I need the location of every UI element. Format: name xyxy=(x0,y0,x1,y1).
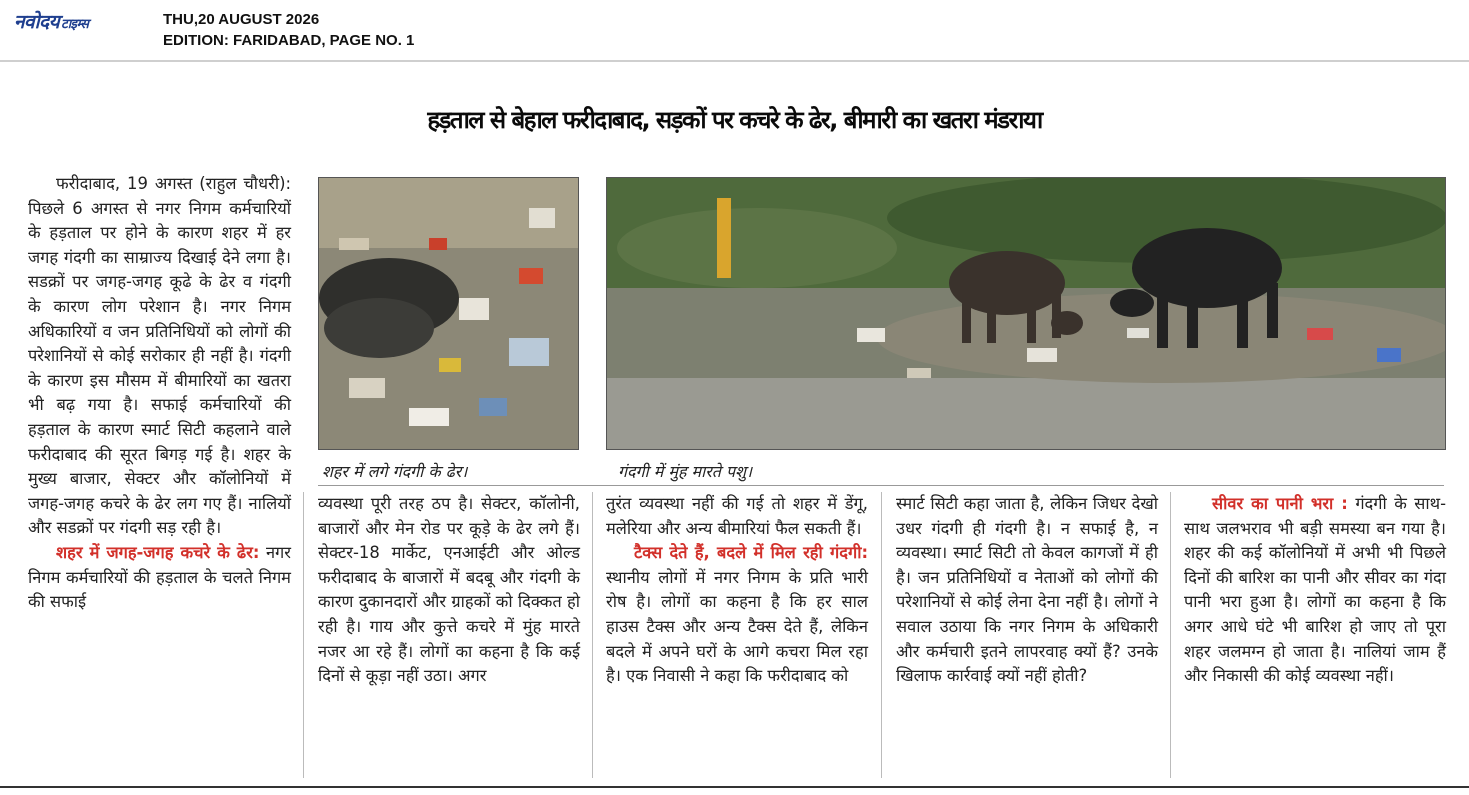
column-2-paragraph: व्यवस्था पूरी तरह ठप है। सेक्टर, कॉलोनी, बाजारों और मेन रोड पर कूड़े के ढेर लगे हैं। सेक्टर-18 मार्केट, एनआईटी और ओल्ड फरीदाबाद के बाजारों में बदबू और गंदगी के कारण दुकानदारों और ग्राहकों को दिक्कत हो रही है। गाय और कुत्ते कचरे में मुंह मारते नजर आ रहे हैं। लोगों का कहना है कि कई दिनों से कूड़ा नहीं उठा। अगर xyxy=(318,494,580,686)
garbage-heap-image xyxy=(319,178,578,449)
column-3-subsection-text: स्थानीय लोगों में नगर निगम के प्रति भारी रोष है। लोगों का कहना है कि हर साल हाउस टैक्स और अन्य टैक्स देते हैं, लेकिन बदले में अपने घरों के आगे कचरा मिल रहा है। एक निवासी ने कहा कि फरीदाबाद को xyxy=(606,567,868,686)
edition-info xyxy=(163,9,414,51)
logo-main-text: नवोदय xyxy=(14,11,60,33)
cattle-image xyxy=(607,178,1445,449)
photo-2-caption: गंदगी में मुंह मारते पशु। xyxy=(618,462,753,481)
article-column-1 xyxy=(28,172,291,615)
header-divider xyxy=(0,60,1469,62)
photo-1-caption: शहर में लगे गंदगी के ढेर। xyxy=(322,462,468,481)
column-1-subsection xyxy=(28,541,291,615)
column-1-subsection-text: नगर निगम कर्मचारियों की हड़ताल के चलते निगम की सफाई xyxy=(28,542,291,612)
article-column-4 xyxy=(896,492,1158,689)
masthead-bar xyxy=(0,0,1469,60)
edition-date: THU,20 AUGUST 2026 xyxy=(163,11,320,28)
newspaper-logo xyxy=(14,8,88,34)
article-column-5 xyxy=(1184,492,1446,689)
subhead-tax-garbage: टैक्स देते हैं, बदले में मिल रही गंदगी: xyxy=(634,543,868,563)
column-5-subsection-text: गंदगी के साथ-साथ जलभराव भी बड़ी समस्या बन गया है। शहर की कई कॉलोनियों में अभी भी पिछले दिनों की बारिश का पानी और सीवर का गंदा पानी भरा हुआ है। लोगों का कहना है कि अगर आधे घंटे भी बारिश हो जाए तो पूरा शहर जलमग्न हो जाता है। नालियां जाम हैं और निकासी की कोई व्यवस्था नहीं। xyxy=(1184,494,1446,686)
page-bottom-rule xyxy=(0,786,1469,788)
column-3-subsection xyxy=(606,541,868,689)
logo-sub-text: टाइम्स xyxy=(61,17,89,32)
photo-garbage-heap xyxy=(318,177,579,450)
article-column-3 xyxy=(606,492,868,689)
column-separator xyxy=(881,492,882,778)
subhead-sewer-water: सीवर का पानी भरा : xyxy=(1212,494,1348,513)
column-separator xyxy=(1170,492,1171,778)
column-3-paragraph: तुरंत व्यवस्था नहीं की गई तो शहर में डेंगू, मलेरिया और अन्य बीमारियां फैल सकती हैं। xyxy=(606,494,868,538)
article-column-2 xyxy=(318,492,580,689)
photo-cattle-in-garbage xyxy=(606,177,1446,450)
column-4-paragraph: स्मार्ट सिटी कहा जाता है, लेकिन जिधर देखो उधर गंदगी ही गंदगी है। न सफाई है, न व्यवस्था। स्मार्ट सिटी तो केवल कागजों में ही है। जन प्रतिनिधियों व नेताओं को लोगों की परेशानियों से कोई लेना देना नहीं है। लोगों ने सवाल उठाया कि नगर निगम के अधिकारी और कर्मचारी इतने लापरवाह क्यों हैं? उनके खिलाफ कार्रवाई क्यों नहीं होती? xyxy=(896,494,1158,686)
edition-label: EDITION: FARIDABAD, PAGE NO. 1 xyxy=(163,32,415,49)
article-headline: हड़ताल से बेहाल फरीदाबाद, सड़कों पर कचरे के ढेर, बीमारी का खतरा मंडराया xyxy=(427,106,1042,134)
column-separator xyxy=(592,492,593,778)
column-separator xyxy=(303,492,304,778)
column-1-paragraph: फरीदाबाद, 19 अगस्त (राहुल चौधरी): पिछले 6 अगस्त से नगर निगम कर्मचारियों के हड़ताल पर होने के कारण शहर में हर जगह गंदगी का साम्राज्य दिखाई देने लगा है। सडक्रों पर जगह-जगह कूढे के ढेर व गंदगी के कारण लोग परेशान है। नगर निगम अधिकारियों व जन प्रतिनिधियों को लोगों की परेशानियों से कोई सरोकार ही नहीं है। गंदगी के कारण इस मौसम में बीमारियों का खतरा भी बढ़ गया है। सफाई कर्मचारियों की हड़ताल के कारण स्मार्ट सिटी कहलाने वाले फरीदाबाद की सूरत बिगड़ गई है। शहर के मुख्य बाजार, सेक्टर और कॉलोनियों में जगह-जगह कचरे के ढेर लग गए हैं। नालियों और सडक्रों पर गंदगी सड़ रही है। xyxy=(28,174,291,538)
caption-divider xyxy=(318,485,1444,486)
column-5-subsection xyxy=(1184,492,1446,689)
subhead-garbage-heaps: शहर में जगह-जगह कचरे के ढेर: xyxy=(56,542,260,562)
